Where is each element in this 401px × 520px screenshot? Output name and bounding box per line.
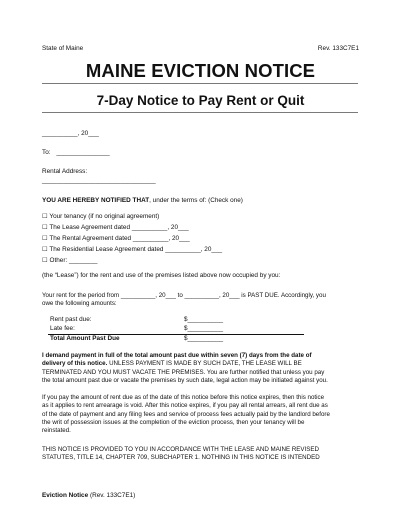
footer-rest: (Rev. 133C7E1) bbox=[88, 492, 136, 499]
notified-rest: , under the terms of: (Check one) bbox=[149, 197, 243, 204]
payment-line-4: the writ of possession issues at the completion of the eviction process, then your tenancy will be bbox=[42, 418, 305, 426]
statute-line-1: THIS NOTICE IS PROVIDED TO YOU IN ACCORDANCE WITH THE LEASE AND MAINE REVISED bbox=[42, 446, 319, 453]
rent-period-line-1: Your rent for the period from __________, 20___ to __________, 20___ is PAST DUE. Accordingly, you bbox=[42, 292, 326, 299]
demand-line-2 bbox=[42, 360, 360, 368]
title-divider bbox=[42, 83, 358, 84]
demand-line-1: I demand payment in full of the total amount past due within seven (7) days from the date of bbox=[42, 352, 312, 359]
option-residential-lease[interactable]: ☐ The Residential Lease Agreement dated __________, 20___ bbox=[42, 246, 223, 253]
statute-paragraph bbox=[42, 446, 360, 463]
rent-period-line-2: owe the following amounts: bbox=[42, 300, 117, 308]
late-fee-label: Late fee: bbox=[50, 325, 75, 332]
demand-line-3: TERMINATED AND YOU MUST VACATE THE PREMISES. You are further notified that unless you pay bbox=[42, 368, 325, 376]
late-fee-field[interactable]: $__________ bbox=[184, 325, 224, 332]
document-title: MAINE EVICTION NOTICE bbox=[85, 60, 316, 81]
statute-line-2: STATUTES, TITLE 14, CHAPTER 709, SUBCHAPTER 1. NOTHING IN THIS NOTICE IS INTENDED bbox=[42, 454, 320, 462]
option-rental-agreement[interactable]: ☐ The Rental Agreement dated __________, 20___ bbox=[42, 235, 190, 242]
demand-line-2-rest: UNLESS PAYMENT IS MADE BY SUCH DATE, THE LEASE WILL BE bbox=[107, 360, 302, 368]
notified-lead: YOU ARE HEREBY NOTIFIED THAT bbox=[42, 197, 150, 204]
rental-address-field[interactable]: ________________________________ bbox=[42, 177, 156, 184]
option-lease-agreement[interactable]: ☐ The Lease Agreement dated __________, 20___ bbox=[42, 224, 189, 231]
revision-label: Rev. 133C7E1 bbox=[317, 45, 359, 52]
to-label bbox=[42, 149, 110, 157]
total-field[interactable]: $__________ bbox=[184, 335, 224, 342]
payment-line-3: of the date of payment and any filing fees and service of process fees actually paid by the landlord before bbox=[42, 410, 330, 418]
subtitle-divider bbox=[42, 112, 358, 113]
total-label: Total Amount Past Due bbox=[50, 335, 120, 342]
payment-line-5: reinstated. bbox=[42, 427, 71, 435]
to-field[interactable]: _______________ bbox=[56, 149, 110, 156]
option-other[interactable]: ☐ Other: ________ bbox=[42, 257, 98, 264]
footer-bold: Eviction Notice bbox=[42, 492, 89, 499]
rent-past-due-field[interactable]: $__________ bbox=[184, 316, 224, 323]
rental-address-label: Rental Address: bbox=[42, 168, 88, 175]
to-label-text: To: bbox=[42, 149, 51, 156]
date-field[interactable]: __________, 20___ bbox=[42, 130, 99, 137]
state-label: State of Maine bbox=[42, 45, 84, 52]
rent-past-due-label: Rent past due: bbox=[50, 316, 92, 323]
demand-line-4: the total amount past due or vacate the premises by such date, legal action may be initiated against you. bbox=[42, 376, 328, 384]
demand-line-2-bold: delivery of this notice. bbox=[42, 360, 108, 368]
payment-paragraph bbox=[42, 394, 360, 435]
document-subtitle: 7-Day Notice to Pay Rent or Quit bbox=[96, 93, 305, 108]
notified-statement bbox=[42, 197, 243, 205]
lease-description: (the “Lease”) for the rent and use of the premises listed above now occupied by you: bbox=[42, 272, 281, 279]
demand-paragraph bbox=[42, 352, 360, 385]
payment-line-1: If you pay the amount of rent due as of the date of this notice before this notice expires, then this notice bbox=[42, 394, 325, 401]
rent-period-paragraph bbox=[42, 292, 360, 309]
option-tenancy[interactable]: ☐ Your tenancy (if no original agreement) bbox=[42, 213, 160, 220]
footer-label bbox=[42, 492, 135, 500]
payment-line-2: as it applies to rent arrearage is void. After this notice expires, if you pay all rental arrears, all rent due as bbox=[42, 402, 328, 410]
